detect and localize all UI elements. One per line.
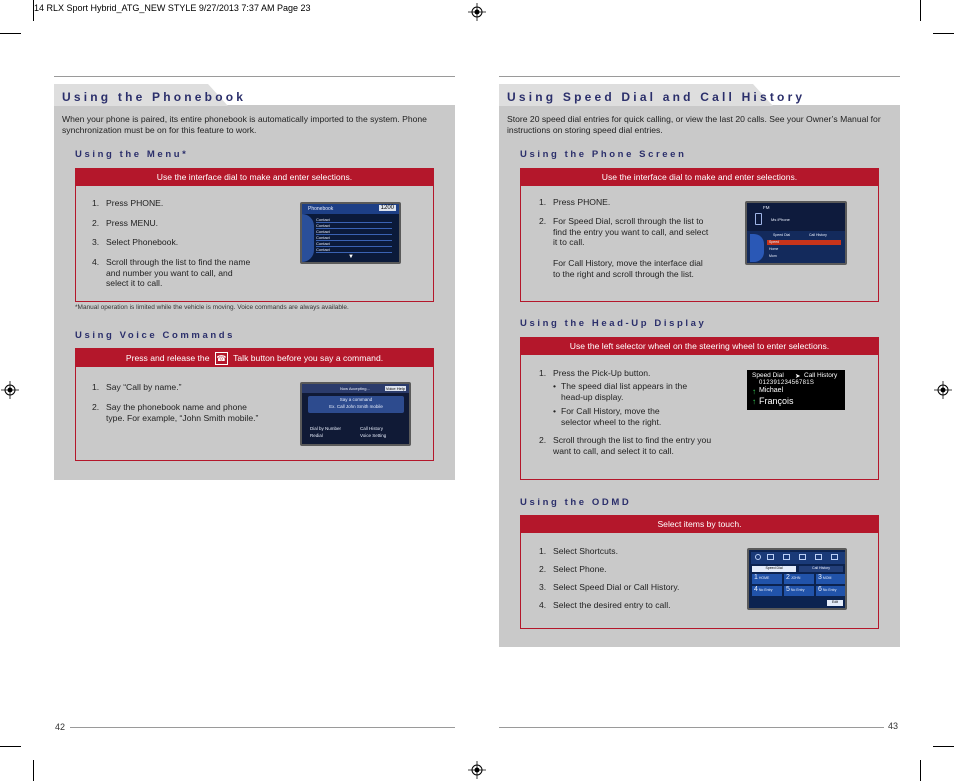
- step-number: 1.: [92, 382, 100, 392]
- step-text: Press PHONE.: [106, 198, 164, 208]
- screen-row: Contact: [316, 247, 392, 253]
- odmd-step: [539, 546, 719, 557]
- menu-step: [92, 257, 262, 291]
- step-text: Press the Pick-Up button.: [553, 368, 651, 378]
- step-text: Select Phone.: [553, 564, 607, 574]
- phonebook-screen-image: [300, 202, 401, 264]
- step-number: 2.: [539, 216, 547, 226]
- screen-item: Redial: [310, 433, 323, 438]
- screen-tab: Call History: [799, 566, 843, 572]
- cell-label: JOHN: [790, 576, 801, 580]
- step-text: Press MENU.: [106, 218, 159, 228]
- hud-name: François: [759, 396, 794, 406]
- step-text: Say “Call by name.”: [106, 382, 182, 392]
- hud-image: [747, 370, 845, 410]
- cell-number: 4: [754, 586, 758, 593]
- phone-screen-heading: Using the Phone Screen: [520, 149, 687, 160]
- phone-screen-step: [539, 197, 719, 208]
- cell-label: No Entry: [790, 588, 805, 592]
- hud-number: 01239123456781S: [759, 380, 815, 386]
- screen-item: Dial by Number: [310, 426, 342, 431]
- registration-mark-icon: [934, 381, 952, 399]
- step-text: Select the desired entry to call.: [553, 600, 671, 610]
- hud-label: Call History: [804, 372, 838, 379]
- hud-arrow-icon: ➤: [795, 373, 801, 380]
- crop-mark: [933, 33, 954, 34]
- screen-row: Contact: [316, 217, 392, 223]
- section-title: Using Speed Dial and Call History: [507, 90, 806, 104]
- shortcut-icon: [767, 554, 774, 560]
- step-text: Press PHONE.: [553, 197, 611, 207]
- hud-step: [553, 381, 723, 403]
- hud-step: [553, 406, 723, 428]
- speed-dial-cell: [784, 574, 814, 584]
- talk-button-icon: ☎: [216, 354, 227, 364]
- step-text: Select Shortcuts.: [553, 546, 618, 556]
- phone-screen-step: [539, 216, 719, 250]
- voice-instruction-bar: [76, 349, 433, 367]
- step-number: 2.: [539, 564, 547, 574]
- screen-caller: Ms iPhone: [771, 217, 790, 222]
- speed-dial-cell: [752, 574, 782, 584]
- phone-screen-instruction-bar: Use the interface dial to make and enter selections.: [521, 169, 878, 186]
- shortcut-icon: [831, 554, 838, 560]
- hud-step: [539, 435, 719, 469]
- step-number: 1.: [539, 197, 547, 207]
- hud-step: [539, 368, 719, 379]
- screen-title: Phonebook: [308, 206, 334, 212]
- cell-number: 2: [786, 574, 790, 581]
- registration-mark-icon: [468, 3, 486, 21]
- cell-label: No Entry: [758, 588, 773, 592]
- screen-row: Contact: [316, 235, 392, 241]
- odmd-heading: Using the ODMD: [520, 497, 632, 508]
- screen-entry: Speed: [769, 240, 780, 244]
- edit-button: Edit: [827, 600, 843, 606]
- bar-text: Talk button before you say a command.: [233, 353, 384, 363]
- screen-row: Contact: [316, 229, 392, 235]
- screen-row: Contact: [316, 223, 392, 229]
- step-text: For Call History, move the interface dial to the right and scroll through the list.: [553, 258, 703, 279]
- home-icon: [755, 554, 761, 560]
- chevron-down-icon: ▼: [348, 254, 354, 260]
- step-number: 1.: [539, 546, 547, 556]
- step-text: Scroll through the list to find the name and number you want to call, and select it to call.: [106, 257, 251, 288]
- crop-mark: [33, 0, 34, 21]
- odmd-step: [539, 564, 719, 575]
- step-text: Select Phonebook.: [106, 237, 179, 247]
- print-slug: 14 RLX Sport Hybrid_ATG_NEW STYLE 9/27/2013 7:37 AM Page 23: [34, 3, 311, 13]
- shortcut-icon: [783, 554, 790, 560]
- section-intro: Store 20 speed dial entries for quick calling, or view the last 20 calls. See your Owner’s Manual for instructions on storing speed dial entries.: [507, 114, 881, 135]
- step-number: 2.: [92, 402, 100, 412]
- step-text: Scroll through the list to find the entry you want to call, and select it to call.: [553, 435, 712, 456]
- cell-number: 1: [754, 574, 758, 581]
- hud-instruction-bar: Use the left selector wheel on the steering wheel to enter selections.: [521, 338, 878, 355]
- screen-entry: Home: [769, 247, 779, 251]
- crop-mark: [33, 760, 34, 781]
- crop-mark: [0, 746, 21, 747]
- screen-prompt: Ex. Call John Smith mobile: [329, 404, 383, 409]
- menu-step: [92, 198, 262, 209]
- page-number: 43: [888, 721, 899, 731]
- step-text: For Call History, move the selector wheel to the right.: [561, 406, 662, 427]
- hud-name: Michael: [759, 387, 784, 394]
- step-number: 3.: [539, 582, 547, 592]
- page-number: 42: [55, 722, 66, 732]
- screen-row: Contact: [316, 241, 392, 247]
- voice-step: [92, 382, 272, 393]
- bar-text: Press and release the: [125, 353, 210, 363]
- top-rule: [54, 76, 455, 77]
- odmd-instruction-bar: Select items by touch.: [521, 516, 878, 533]
- step-text: For Speed Dial, scroll through the list to find the entry you want to call, and select it to call.: [553, 216, 709, 247]
- menu-instruction-bar: Use the interface dial to make and enter selections.: [76, 169, 433, 186]
- step-number: 4.: [92, 257, 100, 267]
- cell-label: HOME: [758, 576, 770, 580]
- crop-mark: [920, 0, 921, 21]
- menu-heading: Using the Menu*: [75, 149, 189, 160]
- speed-dial-cell: [816, 586, 845, 596]
- registration-mark-icon: [468, 761, 486, 779]
- shortcut-icon: [815, 554, 822, 560]
- screen-tab: Call History: [809, 233, 827, 237]
- hud-heading: Using the Head-Up Display: [520, 318, 707, 329]
- screen-tab: Speed Dial: [752, 566, 796, 572]
- step-number: 2.: [539, 435, 547, 445]
- screen-item: Voice Setting: [360, 433, 387, 438]
- section-title: Using the Phonebook: [62, 90, 247, 104]
- speed-dial-cell: [784, 586, 814, 596]
- top-rule: [499, 76, 900, 77]
- crop-mark: [0, 33, 21, 34]
- registration-mark-icon: [1, 381, 19, 399]
- screen-badge: Voice Help: [385, 386, 405, 391]
- odmd-step: [539, 600, 719, 611]
- cell-number: 5: [786, 586, 790, 593]
- speed-dial-cell: [816, 574, 845, 584]
- screen-status: Now Accepting...: [340, 386, 370, 391]
- screen-band: FM: [763, 205, 770, 210]
- step-number: 1.: [92, 198, 100, 208]
- step-number: 3.: [92, 237, 100, 247]
- voice-step: [92, 402, 272, 436]
- cell-number: 3: [818, 574, 822, 581]
- phone-icon: [755, 213, 762, 225]
- section-intro: When your phone is paired, its entire phonebook is automatically imported to the system. Phone synchronization must be on for this feature to work.: [62, 114, 427, 135]
- bullet: •: [553, 381, 557, 391]
- phone-screen-step: [539, 258, 719, 292]
- voice-screen-image: [300, 382, 411, 446]
- step-number: 4.: [539, 600, 547, 610]
- step-text: Select Speed Dial or Call History.: [553, 582, 680, 592]
- odmd-step: [539, 582, 719, 593]
- cell-label: No Entry: [822, 588, 837, 592]
- screen-prompt: Say a command: [339, 397, 373, 402]
- step-number: 2.: [92, 218, 100, 228]
- footnote: *Manual operation is limited while the vehicle is moving. Voice commands are always available.: [75, 304, 349, 311]
- voice-heading: Using Voice Commands: [75, 330, 236, 341]
- step-text: Say the phonebook name and phone type. For example, “John Smith mobile.”: [106, 402, 259, 423]
- bottom-rule: [70, 727, 455, 728]
- bullet: •: [553, 406, 557, 416]
- crop-mark: [933, 746, 954, 747]
- crop-mark: [920, 760, 921, 781]
- phone-icon: ↑: [752, 387, 756, 396]
- cell-label: MOM: [822, 576, 832, 580]
- screen-entry: Mom: [769, 254, 777, 258]
- bottom-rule: [499, 727, 884, 728]
- shortcut-icon: [799, 554, 806, 560]
- speed-dial-cell: [752, 586, 782, 596]
- menu-step: [92, 218, 262, 229]
- odmd-screen-image: [747, 548, 847, 610]
- step-number: 1.: [539, 368, 547, 378]
- screen-tab: Speed Dial: [773, 233, 791, 237]
- cell-number: 6: [818, 586, 822, 593]
- phone-icon: ↑: [752, 397, 756, 406]
- menu-step: [92, 237, 262, 248]
- step-text: The speed dial list appears in the head-up display.: [561, 381, 688, 402]
- phone-screen-image: [745, 201, 847, 265]
- screen-time: 1200: [380, 205, 394, 211]
- hud-label: Speed Dial: [752, 372, 784, 379]
- screen-item: Call History: [360, 426, 384, 431]
